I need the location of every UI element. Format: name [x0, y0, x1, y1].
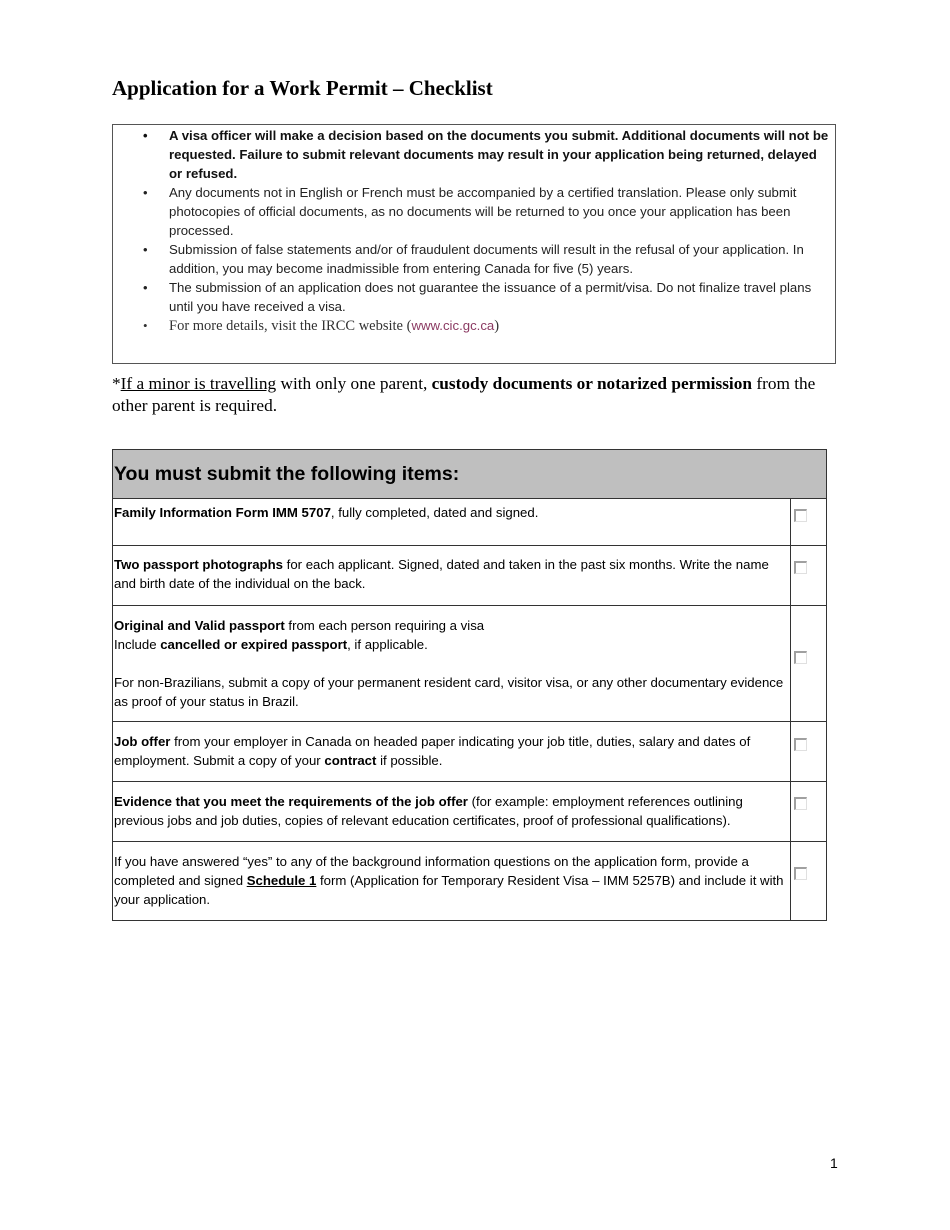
- item-description: [113, 722, 791, 781]
- table-row: [113, 782, 826, 842]
- item-bold: Family Information Form IMM 5707: [114, 505, 331, 520]
- item-description: [113, 546, 791, 605]
- website-suffix: ): [494, 318, 500, 334]
- page-number: 1: [830, 1155, 838, 1171]
- notice-item: • Submission of false statements and/or of fraudulent documents will result in the refusal of your application. In addition, you may become inadmissible from entering Canada for five (5) years.: [169, 240, 829, 278]
- minor-underlined-text: If a minor is travelling: [120, 374, 277, 393]
- item-text: from your employer in Canada on headed paper indicating your job title, duties, salary and dates of employment. Submit a copy of your: [114, 734, 751, 768]
- item-bold: Original and Valid passport: [114, 618, 285, 633]
- table-row: [113, 499, 826, 546]
- item-text: from each person requiring a visa: [284, 618, 485, 633]
- table-header: You must submit the following items:: [113, 450, 826, 499]
- minor-travel-notice: [112, 373, 832, 417]
- checkbox-job-requirements[interactable]: [794, 797, 807, 810]
- notice-item: • A visa officer will make a decision based on the documents you submit. Additional documents will not be requested. Failure to submit relevant documents may result in your application being returned, delayed or refused.: [169, 126, 829, 183]
- ircc-website-link[interactable]: www.cic.gc.ca: [411, 318, 495, 333]
- minor-end-text: from the other parent is required.: [112, 374, 816, 415]
- required-items-table: [112, 449, 827, 921]
- minor-middle-text: with only one parent,: [276, 374, 432, 393]
- item-bold: contract: [324, 753, 377, 768]
- item-description: [113, 499, 791, 545]
- item-description: [113, 782, 791, 841]
- website-prefix: For more details, visit the IRCC website (: [169, 318, 412, 334]
- item-text: (for example: employment references outlining previous jobs and job duties, copies of relevant education certificates, proof of professional qualifications).: [114, 794, 743, 828]
- checkbox-schedule-1[interactable]: [794, 867, 807, 880]
- checkbox-family-form[interactable]: [794, 509, 807, 522]
- minor-bold-text: custody documents or notarized permission: [431, 374, 752, 393]
- item-text: , fully completed, dated and signed.: [330, 505, 539, 520]
- asterisk: *: [112, 374, 121, 393]
- item-text: , if applicable.: [347, 637, 428, 652]
- table-row: [113, 722, 826, 782]
- item-bold: cancelled or expired passport: [160, 637, 348, 652]
- item-text: For non-Brazilians, submit a copy of your permanent resident card, visitor visa, or any other documentary evidence as proof of your status in Brazil.: [114, 675, 784, 709]
- page-title: Application for a Work Permit – Checklist: [112, 76, 493, 100]
- notice-item: • The submission of an application does not guarantee the issuance of a permit/visa. Do not finalize travel plans until you have received a visa.: [169, 278, 829, 316]
- item-bold: Two passport photographs: [114, 557, 283, 572]
- important-notices-box: [112, 124, 836, 364]
- item-text: if possible.: [376, 753, 443, 768]
- notice-item: • Any documents not in English or French must be accompanied by a certified translation. Please only submit photocopies of official documents, as no documents will be returned to you once your application has been processed.: [169, 183, 829, 240]
- checkbox-job-offer[interactable]: [794, 738, 807, 751]
- item-description: [113, 842, 791, 920]
- item-text: form (Application for Temporary Resident Visa – IMM 5257B) and include it with your application.: [114, 873, 784, 907]
- schedule-1-text: Schedule 1: [246, 873, 317, 888]
- item-bold: Evidence that you meet the requirements of the job offer: [114, 794, 468, 809]
- table-row: [113, 842, 826, 920]
- table-row: [113, 606, 826, 722]
- item-bold: Job offer: [114, 734, 171, 749]
- table-row: [113, 546, 826, 606]
- checkbox-passport-photos[interactable]: [794, 561, 807, 574]
- item-text: for each applicant. Signed, dated and taken in the past six months. Write the name and birth date of the individual on the back.: [114, 557, 769, 591]
- item-text: Include: [114, 637, 161, 652]
- notice-item-website: [169, 316, 829, 336]
- checkbox-passport[interactable]: [794, 651, 807, 664]
- item-text: If you have answered “yes” to any of the background information questions on the application form, provide a completed and signed: [114, 854, 749, 888]
- item-description: [113, 606, 791, 721]
